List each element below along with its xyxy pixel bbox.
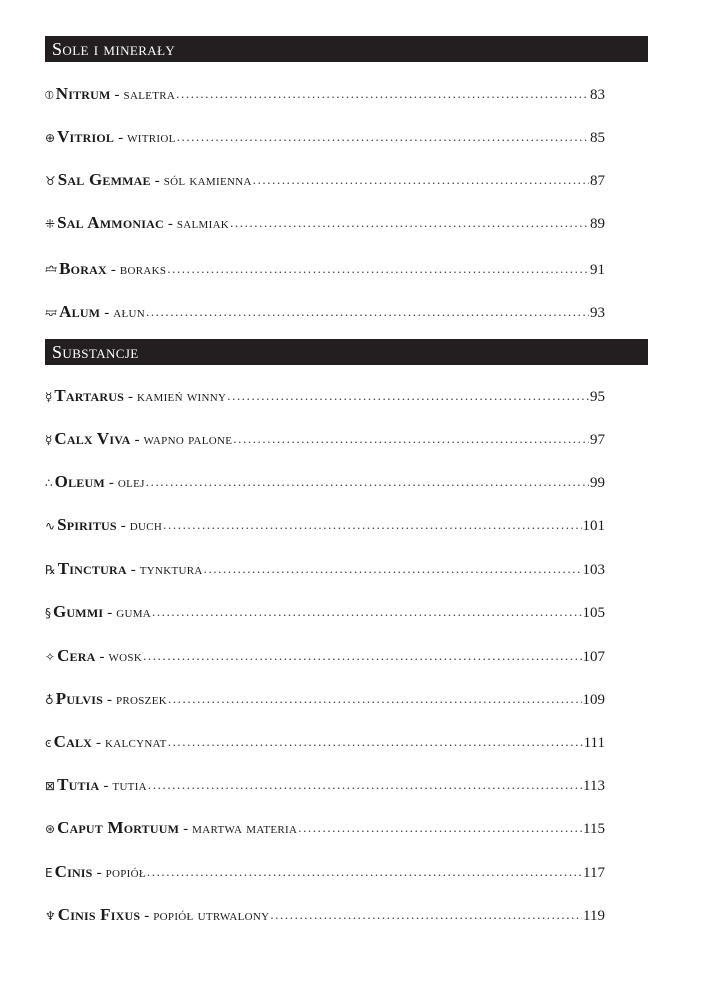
entry-polish-name: sól kamienna — [163, 173, 252, 189]
entry-separator: - — [114, 87, 120, 103]
dot-leader — [176, 86, 589, 102]
entry-latin-name: Tinctura — [57, 559, 127, 578]
entry-separator: - — [154, 173, 160, 189]
dot-leader — [168, 691, 582, 707]
entry-polish-name: boraks — [119, 262, 167, 278]
pulvis-symbol-icon: ♁ — [45, 693, 54, 707]
oleum-symbol-icon: ∴ — [45, 476, 53, 490]
entry-page-number: 103 — [582, 562, 605, 578]
spiritus-symbol-icon: ∿ — [45, 519, 56, 533]
toc-entry-pulvis[interactable] — [45, 689, 605, 711]
entry-polish-name: witriol — [127, 130, 176, 146]
toc-entry-nitrum[interactable] — [45, 84, 605, 106]
toc-entry-vitriol[interactable] — [45, 127, 605, 149]
sal-gemmae-symbol-icon: ♉ — [45, 174, 56, 188]
entry-latin-name: Cera — [57, 646, 96, 665]
entry-separator: - — [107, 605, 113, 621]
entry-polish-name: wapno palone — [143, 432, 233, 448]
entry-polish-name: popiół — [105, 865, 146, 881]
entry-polish-name: duch — [129, 518, 163, 534]
entry-page-number: 107 — [582, 649, 605, 665]
entry-polish-name: salmiak — [176, 216, 230, 232]
entry-latin-name: Tutia — [57, 775, 100, 794]
gummi-symbol-icon: § — [45, 606, 51, 620]
entry-latin-name: Spiritus — [57, 515, 117, 534]
cera-symbol-icon: ✧ — [45, 650, 56, 664]
entry-separator: - — [130, 562, 136, 578]
entry-separator: - — [108, 475, 114, 491]
entry-latin-name: Gummi — [53, 602, 104, 621]
dot-leader — [143, 648, 581, 664]
tinctura-symbol-icon: ℞ — [45, 563, 56, 577]
toc-entry-sal-gemmae[interactable] — [45, 170, 605, 192]
dot-leader — [146, 304, 589, 320]
entry-separator: - — [104, 305, 110, 321]
dot-leader — [233, 431, 589, 447]
entry-separator: - — [96, 735, 102, 751]
alum-symbol-icon: 🝟 — [45, 306, 58, 320]
toc-entry-tartarus[interactable] — [45, 386, 605, 408]
toc-entry-oleum[interactable] — [45, 472, 605, 494]
nitrum-symbol-icon: ⦶ — [45, 88, 54, 102]
entry-page-number: 91 — [590, 262, 605, 278]
entry-polish-name: wosk — [108, 649, 143, 665]
entry-separator: - — [110, 262, 116, 278]
entry-latin-name: Cinis Fixus — [57, 905, 141, 924]
dot-leader — [148, 777, 582, 793]
entry-separator: - — [167, 216, 173, 232]
entry-page-number: 101 — [582, 518, 605, 534]
entry-latin-name: Calx — [53, 732, 93, 751]
entry-page-number: 105 — [582, 605, 605, 621]
entry-separator: - — [120, 518, 126, 534]
entry-polish-name: ałun — [113, 305, 145, 321]
entry-polish-name: popiół utrwalony — [153, 908, 270, 924]
entry-latin-name: Oleum — [54, 472, 105, 491]
entry-page-number: 109 — [582, 692, 605, 708]
entry-latin-name: Sal Gemmae — [57, 170, 151, 189]
entry-polish-name: guma — [116, 605, 152, 621]
entry-separator: - — [183, 821, 189, 837]
entry-polish-name: tynktura — [139, 562, 203, 578]
entry-page-number: 89 — [590, 216, 605, 232]
dot-leader — [167, 261, 589, 277]
entry-polish-name: kamień winny — [137, 389, 227, 405]
entry-page-number: 95 — [590, 389, 605, 405]
tartarus-symbol-icon: ☿ — [45, 390, 53, 404]
toc-entry-cinis-fixus[interactable] — [45, 905, 605, 927]
entry-separator: - — [99, 649, 105, 665]
dot-leader — [152, 604, 581, 620]
entry-latin-name: Cinis — [54, 862, 93, 881]
entry-separator: - — [96, 865, 102, 881]
entry-latin-name: Calx Viva — [54, 429, 131, 448]
entry-latin-name: Sal Ammoniac — [57, 213, 164, 232]
entry-separator: - — [118, 130, 124, 146]
toc-entry-tinctura[interactable] — [45, 559, 605, 581]
entry-separator: - — [103, 778, 109, 794]
entry-separator: - — [134, 432, 140, 448]
toc-entry-tutia[interactable] — [45, 775, 605, 797]
sal-ammoniac-symbol-icon: ⁜ — [45, 217, 56, 231]
toc-entry-borax[interactable] — [45, 256, 605, 278]
entry-page-number: 83 — [590, 87, 605, 103]
toc-entry-spiritus[interactable] — [45, 515, 605, 537]
toc-entry-caput-mortuum[interactable] — [45, 818, 605, 840]
entry-page-number: 85 — [590, 130, 605, 146]
calx-symbol-icon: ͼ — [45, 736, 52, 750]
entry-page-number: 87 — [590, 173, 605, 189]
entry-polish-name: saletra — [123, 87, 176, 103]
dot-leader — [147, 864, 582, 880]
entry-page-number: 117 — [583, 865, 605, 881]
entry-polish-name: tutia — [112, 778, 147, 794]
entry-polish-name: proszek — [115, 692, 167, 708]
entry-latin-name: Alum — [59, 302, 101, 321]
entry-page-number: 119 — [583, 908, 605, 924]
dot-leader — [146, 474, 589, 490]
toc-entry-cinis[interactable] — [45, 862, 605, 884]
dot-leader — [168, 734, 583, 750]
entry-polish-name: kalcynat — [105, 735, 167, 751]
entry-page-number: 111 — [583, 735, 605, 751]
caput-mortuum-symbol-icon: ⊛ — [45, 822, 56, 836]
dot-leader — [230, 215, 589, 231]
vitriol-symbol-icon: ⊕ — [45, 131, 56, 145]
entry-latin-name: Vitriol — [57, 127, 115, 146]
dot-leader — [227, 388, 589, 404]
entry-separator: - — [144, 908, 150, 924]
entry-separator: - — [106, 692, 112, 708]
cinis-symbol-icon: E — [45, 866, 53, 880]
toc-entry-cera[interactable] — [45, 646, 605, 668]
entry-page-number: 113 — [583, 778, 605, 794]
dot-leader — [177, 129, 589, 145]
calx-viva-symbol-icon: ☿ — [45, 433, 53, 447]
section-header-salts: Sole i minerały — [45, 36, 648, 62]
dot-leader — [298, 820, 582, 836]
dot-leader — [204, 561, 582, 577]
entry-polish-name: olej — [117, 475, 145, 491]
dot-leader — [253, 172, 589, 188]
dot-leader — [163, 517, 581, 533]
toc-entry-alum[interactable] — [45, 299, 605, 321]
borax-symbol-icon: 🝞 — [45, 263, 58, 277]
toc-entry-calx-viva[interactable] — [45, 429, 605, 451]
entry-latin-name: Nitrum — [55, 84, 111, 103]
toc-entry-calx[interactable] — [45, 732, 605, 754]
cinis-fixus-symbol-icon: ♆ — [45, 909, 56, 923]
entry-latin-name: Borax — [59, 259, 107, 278]
entry-latin-name: Caput Mortuum — [57, 818, 180, 837]
entry-page-number: 115 — [583, 821, 605, 837]
entry-latin-name: Tartarus — [54, 386, 125, 405]
entry-page-number: 93 — [590, 305, 605, 321]
section-header-substances: Substancje — [45, 339, 648, 365]
entry-page-number: 99 — [590, 475, 605, 491]
dot-leader — [270, 907, 582, 923]
toc-entry-gummi[interactable] — [45, 602, 605, 624]
tutia-symbol-icon: ⊠ — [45, 779, 56, 793]
entry-polish-name: martwa materia — [192, 821, 298, 837]
entry-separator: - — [128, 389, 134, 405]
entry-page-number: 97 — [590, 432, 605, 448]
toc-entry-sal-ammoniac[interactable] — [45, 213, 605, 235]
entry-latin-name: Pulvis — [55, 689, 103, 708]
